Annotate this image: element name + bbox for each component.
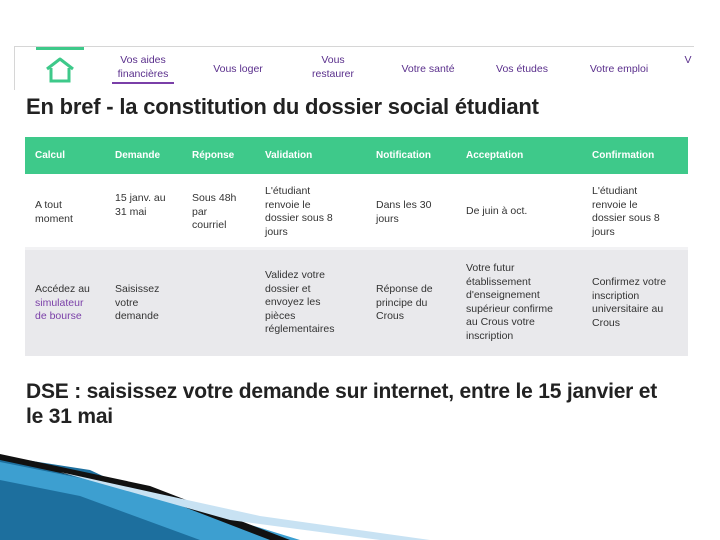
simulator-link[interactable]: simulateur de bourse — [35, 296, 84, 322]
nav-item-vos-etudes[interactable]: Vos études — [496, 63, 548, 75]
home-icon — [43, 56, 77, 84]
dse-subtitle: DSE : saisissez votre demande sur internet, entre le 15 janvier et le 31 mai — [26, 380, 658, 428]
nav-item-truncated[interactable]: V — [684, 54, 692, 66]
table-header — [25, 137, 688, 174]
decorative-slide-swoosh — [0, 440, 720, 540]
nav-item-vous-restaurer[interactable]: Vous restaurer — [311, 54, 354, 80]
table-cell: L'étudiant renvoie le dossier sous 8 jours — [265, 185, 333, 238]
table-cell: Votre futur établissement d'enseignement supérieur confirme au Crous votre inscription — [466, 262, 553, 342]
column-header: Notification — [376, 150, 431, 161]
table-cell: Confirmez votre inscription universitaire au Crous — [592, 276, 667, 329]
page-title: En bref - la constitution du dossier social étudiant — [26, 94, 539, 119]
column-header: Acceptation — [466, 150, 524, 161]
top-navigation — [24, 47, 700, 89]
table-cell: Sous 48h par courriel — [192, 192, 237, 231]
table-cell: A tout moment — [35, 199, 73, 225]
column-header: Demande — [115, 150, 161, 161]
table-cell: De juin à oct. — [466, 205, 528, 217]
nav-item-vous-loger[interactable]: Vous loger — [213, 63, 263, 75]
dse-timeline-table — [25, 137, 688, 356]
table-cell: Saisissez votre demande — [115, 283, 160, 322]
table-cell: L'étudiant renvoie le dossier sous 8 jours — [592, 185, 660, 238]
table-row — [25, 174, 688, 247]
table-cell: 15 janv. au 31 mai — [115, 192, 166, 218]
column-header: Calcul — [35, 150, 66, 161]
nav-item-aides-financieres[interactable]: Vos aides financières — [112, 53, 174, 84]
nav-left-rule — [14, 46, 15, 90]
column-header: Validation — [265, 150, 313, 161]
nav-item-votre-sante[interactable]: Votre santé — [401, 63, 455, 75]
table-row — [25, 250, 688, 356]
column-header: Réponse — [192, 150, 235, 161]
table-cell: Réponse de principe du Crous — [376, 283, 433, 322]
cell-text: Accédez au — [35, 283, 90, 295]
nav-item-votre-emploi[interactable]: Votre emploi — [589, 63, 649, 75]
table-cell: Dans les 30 jours — [376, 199, 432, 225]
column-header: Confirmation — [592, 150, 655, 161]
home-button[interactable] — [36, 47, 84, 89]
table-cell — [35, 283, 110, 324]
table-cell: Validez votre dossier et envoyez les pièces réglementaires — [265, 269, 335, 335]
